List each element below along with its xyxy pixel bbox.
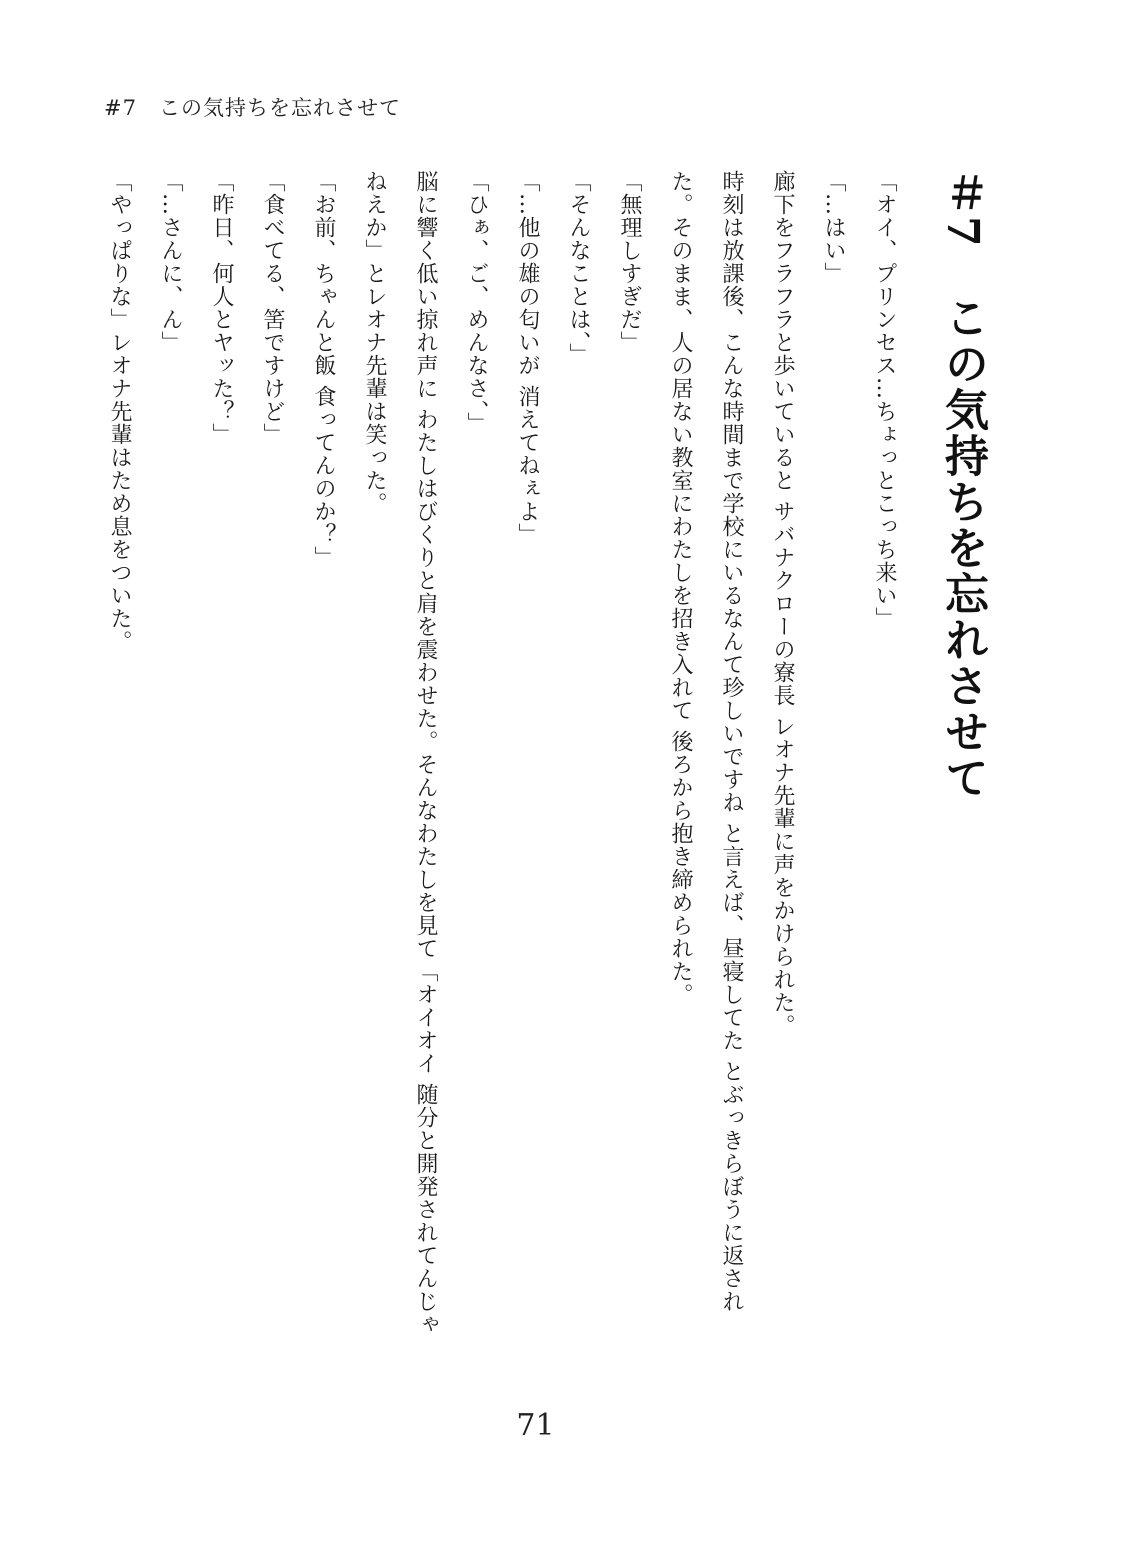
page-number: 71 [516,1408,555,1443]
text-line: 「やっぱりな」レオナ先輩はため息をついた。 [107,170,132,653]
text-line: 「ひぁ、ご、めんなさ、」 [464,170,489,435]
text-line: 「食べてる、筈ですけど」 [260,170,285,446]
text-line: 「オイ、プリンセス…ちょっとこっち来い」 [872,170,897,630]
text-line: 「昨日、何人とヤッた？」 [209,170,234,446]
text-line: 「…さんに、ん」 [158,170,183,354]
text-line: 時刻は放課後、こんな時間まで学校にいるなんて珍しいですね と言えば、昼寝してた とぶっきらぼうに返され [719,170,744,1313]
running-header: #7 この気持ちを忘れさせて [104,96,401,120]
text-line: 「そんなことは、」 [566,170,591,366]
text-line: 脳に響く低い掠れ声に わたしはびくりと肩を震わせた。そんなわたしを見て「オイオイ 随分と開発されてんじゃ [413,170,438,1336]
text-line: ねえか」とレオナ先輩は笑った。 [362,170,387,515]
text-line: 「…他の雄の匂いが 消えてねぇよ」 [515,170,540,546]
vertical-text-body [92,170,992,1410]
text-line: 「…はい」 [821,170,846,285]
chapter-title: ＃7 この気持ちを忘れさせて [937,170,988,801]
text-line: た。そのまま、人の居ない教室にわたしを招き入れて 後ろから抱き締められた。 [668,170,693,1006]
text-line: 「お前、ちゃんと飯 食ってんのか？」 [311,170,336,569]
text-line: 「無理しすぎだ」 [617,170,642,354]
text-line: 廊下をフラフラと歩いていると サバナクローの寮長 レオナ先輩に声をかけられた。 [770,170,795,1037]
